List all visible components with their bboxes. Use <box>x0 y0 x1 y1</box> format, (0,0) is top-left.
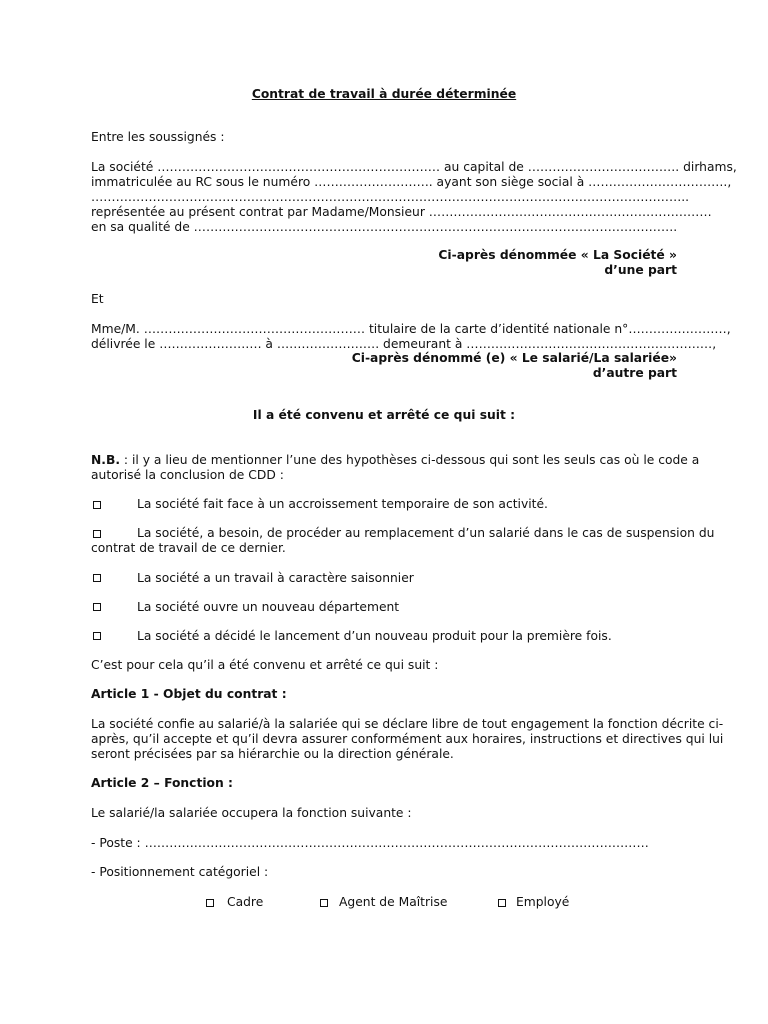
article-2-title: Article 2 – Fonction : <box>91 776 233 790</box>
hypothesis-5-checkbox[interactable] <box>93 632 101 640</box>
category-cadre-label: Cadre <box>227 895 264 909</box>
document-title: Contrat de travail à durée déterminée <box>251 87 517 101</box>
company-line-2: immatriculée au RC sous le numéro ……………………….. ayant son siège social à ……………………………., <box>91 175 732 189</box>
nb-label: N.B. <box>91 453 121 467</box>
nb-text: : il y a lieu de mentionner l’une des hypothèses ci-dessous qui sont les seuls cas où le code a <box>120 453 700 467</box>
hypothesis-4-checkbox[interactable] <box>93 603 101 611</box>
employee-part: d’autre part <box>592 366 677 380</box>
article-1-line-3: seront précisées par sa hiérarchie ou la direction générale. <box>91 747 454 761</box>
hypothesis-3-checkbox[interactable] <box>93 574 101 582</box>
category-agent-label: Agent de Maîtrise <box>339 895 448 909</box>
hypothesis-2-checkbox[interactable] <box>93 530 101 538</box>
category-employe-checkbox[interactable] <box>498 899 506 907</box>
company-part: d’une part <box>604 263 677 277</box>
employee-line-2: délivrée le ……………………. à ……………………. demeurant à ……………………………………………………, <box>91 337 717 351</box>
hypothesis-1-label: La société fait face à un accroissement temporaire de son activité. <box>137 497 548 511</box>
company-line-1: La société …………………………………………………………… au capital de ………………………………. dirhams, <box>91 160 737 174</box>
hypothesis-4-label: La société ouvre un nouveau département <box>137 600 400 614</box>
category-employe-label: Employé <box>516 895 570 909</box>
hypothesis-5-label: La société a décidé le lancement d’un nouveau produit pour la première fois. <box>137 629 612 643</box>
company-line-4: représentée au présent contrat par Madame/Monsieur …………………………………………………………… <box>91 205 712 219</box>
employee-line-1: Mme/M. ……………………………………………… titulaire de la carte d’identité nationale n°……………………, <box>91 322 731 336</box>
hypothesis-2-label: La société, a besoin, de procéder au remplacement d’un salarié dans le cas de suspension du <box>137 526 715 540</box>
employee-denomination: Ci-après dénommé (e) « Le salarié/La salariée» <box>351 351 677 365</box>
article-1-line-1: La société confie au salarié/à la salariée qui se déclare libre de tout engagement la fonction décrite ci- <box>91 717 724 731</box>
nb-text-continued: autorisé la conclusion de CDD : <box>91 468 284 482</box>
et-text: Et <box>91 292 104 306</box>
hypothesis-3-label: La société a un travail à caractère saisonnier <box>137 571 414 585</box>
company-line-5: en sa qualité de ………………………………………………………………………………………………………. <box>91 220 678 234</box>
article-1-title: Article 1 - Objet du contrat : <box>91 687 287 701</box>
positionnement-label: - Positionnement catégoriel : <box>91 865 269 879</box>
category-agent-checkbox[interactable] <box>320 899 328 907</box>
article-1-line-2: après, qu’il accepte et qu’il devra assurer conformément aux horaires, instructions et directives qui lui <box>91 732 724 746</box>
agreement-heading: Il a été convenu et arrêté ce qui suit : <box>252 408 516 422</box>
company-denomination: Ci-après dénommée « La Société » <box>438 248 677 262</box>
nb-paragraph <box>91 453 700 468</box>
conclusion-text: C’est pour cela qu’il a été convenu et arrêté ce qui suit : <box>91 658 439 672</box>
poste-line: - Poste : …………………………………………………………………………………………………………… <box>91 836 649 850</box>
intro-text: Entre les soussignés : <box>91 130 225 144</box>
article-2-intro: Le salarié/la salariée occupera la fonction suivante : <box>91 806 412 820</box>
hypothesis-2-continued: contrat de travail de ce dernier. <box>91 541 286 555</box>
hypothesis-1-checkbox[interactable] <box>93 501 101 509</box>
category-cadre-checkbox[interactable] <box>206 899 214 907</box>
company-line-3: ……………………………………………………………………………………………………………………………….. <box>91 190 690 204</box>
